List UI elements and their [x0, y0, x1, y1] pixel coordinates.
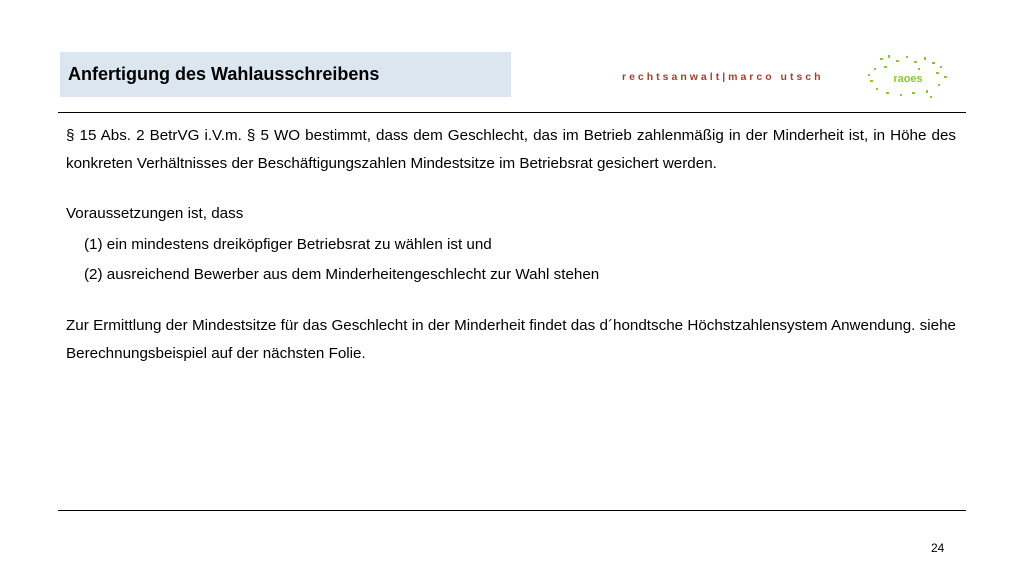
- slide-body: [66, 122, 956, 368]
- logo-icon: [866, 52, 950, 100]
- slide-title: Anfertigung des Wahlausschreibens: [68, 64, 380, 84]
- brand-text: rechtsanwalt|marco utsch: [622, 71, 824, 83]
- page-number: 24: [931, 541, 945, 555]
- paragraph-prerequisites-intro: Voraussetzungen ist, dass: [66, 205, 244, 222]
- list-item: (1) ein mindestens dreiköpfiger Betriebsrat zu wählen ist und: [84, 236, 492, 253]
- svg-text:raoes: raoes: [893, 73, 923, 85]
- paragraph-dhondt: Zur Ermittlung der Mindestsitze für das Geschlecht in der Minderheit findet das d´hondtsche Höchstzahlensystem Anwendung. siehe Berechnungsbeispiel auf der nächsten Folie.: [66, 317, 956, 362]
- paragraph-legal-basis: § 15 Abs. 2 BetrVG i.V.m. § 5 WO bestimmt, dass dem Geschlecht, das im Betrieb zahlenmäßig in der Minderheit ist, in Höhe des konkreten Verhältnisses der Beschäftigungszahlen Mindestsitze im Betriebsrat gesichert werden.: [66, 127, 956, 172]
- prerequisites-list: [66, 230, 956, 290]
- title-box: [60, 52, 511, 97]
- bottom-divider: [58, 510, 966, 511]
- top-divider: [58, 112, 966, 113]
- list-item: (2) ausreichend Bewerber aus dem Minderheitengeschlecht zur Wahl stehen: [84, 266, 600, 283]
